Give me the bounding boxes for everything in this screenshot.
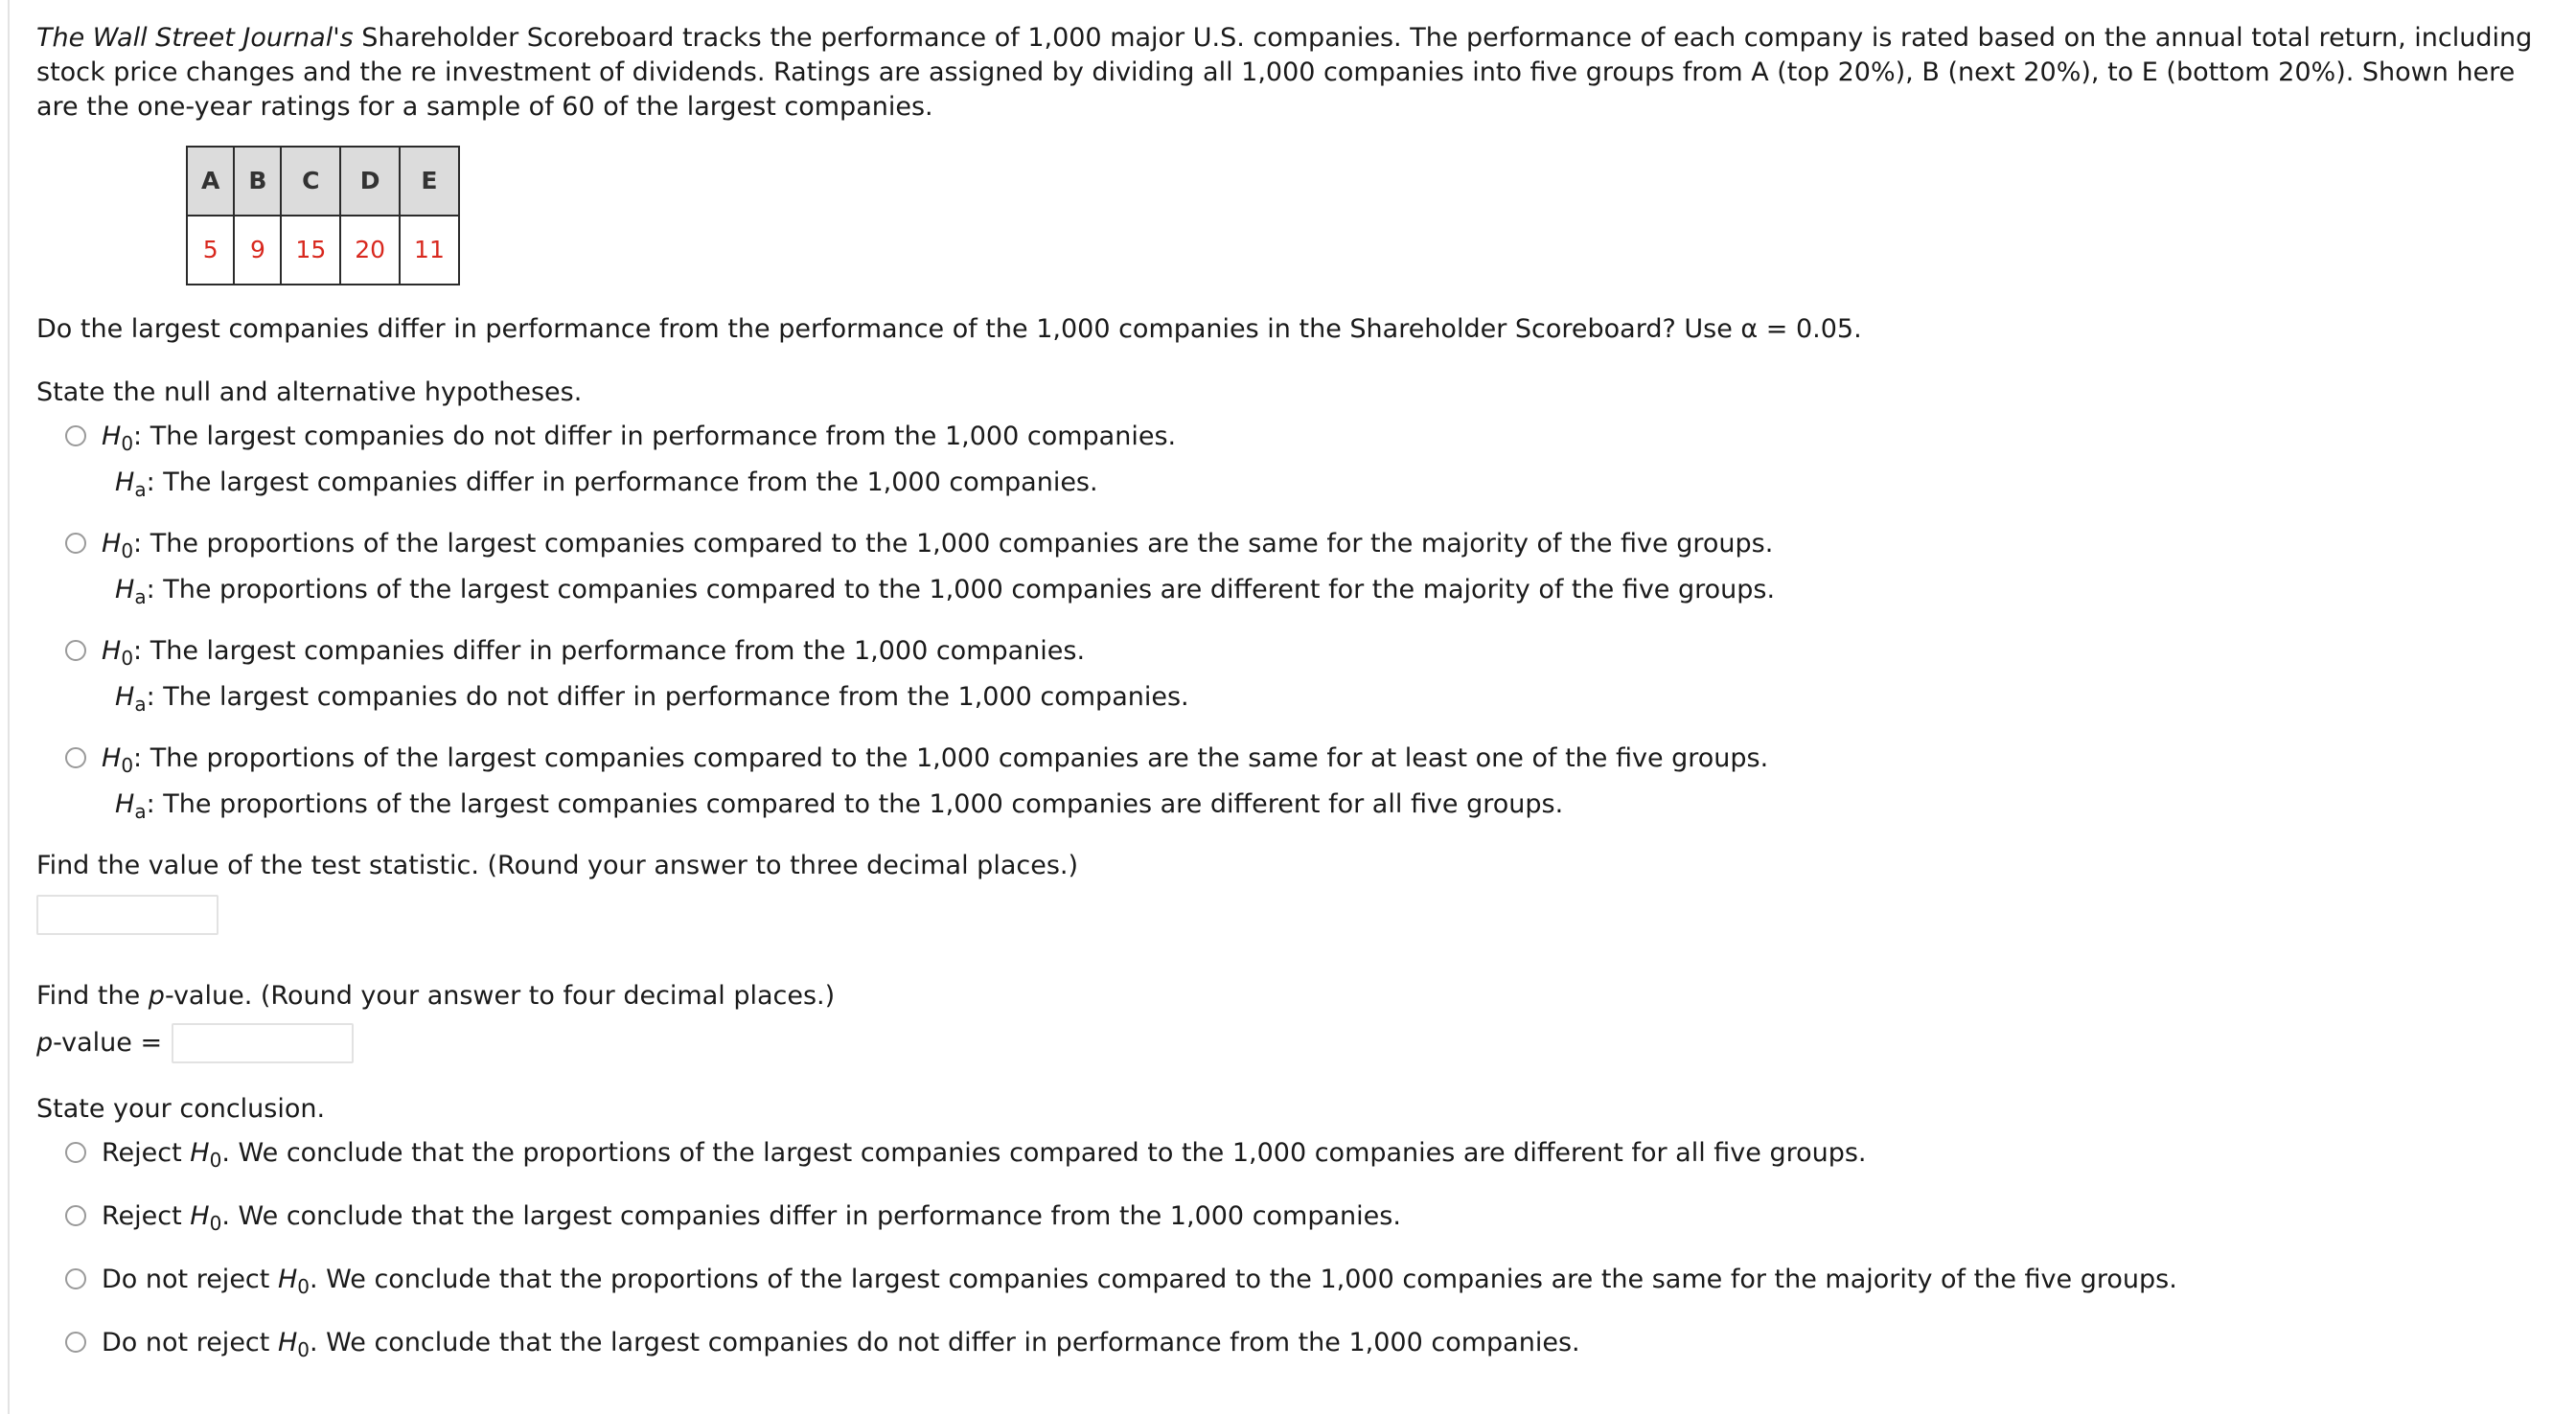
- conclusion-radio-4[interactable]: [65, 1332, 86, 1353]
- left-border: [8, 0, 10, 1414]
- conclusion-options: [65, 1136, 2547, 1378]
- intro-title: The Wall Street Journal's: [36, 23, 354, 53]
- rating-value-d: 20: [340, 216, 400, 285]
- null-subscript: 0: [297, 1338, 310, 1361]
- hypothesis-alt-3: : The largest companies do not differ in performance from the 1,000 companies.: [146, 682, 1189, 712]
- pvalue-prompt: [36, 979, 2547, 1014]
- pvalue-prompt-post: -value. (Round your answer to four decimal places.): [164, 981, 836, 1011]
- intro-text: Shareholder Scoreboard tracks the performance of 1,000 major U.S. companies. The performance of each company is rated based on the annual total return, including stock price changes and the re investment of dividends. Ratings are assigned by dividing all 1,000 companies into five groups from A (top 20%), B (next 20%), to E (bottom 20%). Shown here are the one-year ratings for a sample of 60 of the largest companies.: [36, 23, 2533, 122]
- conclusion-post-1: . We conclude that the proportions of the largest companies compared to the 1,000 companies are different for all five groups.: [221, 1138, 1867, 1168]
- null-subscript: 0: [297, 1275, 310, 1298]
- test-statistic-input[interactable]: [36, 895, 218, 935]
- conclusion-text-1: [102, 1136, 1867, 1171]
- null-subscript: 0: [209, 1149, 222, 1172]
- conclusion-pre-3: Do not reject: [102, 1265, 278, 1294]
- conclusion-post-4: . We conclude that the largest companies do not differ in performance from the 1,000 companies.: [309, 1328, 1580, 1357]
- h-letter: H: [277, 1265, 298, 1294]
- null-subscript: 0: [121, 539, 134, 562]
- hypothesis-option-1[interactable]: [65, 420, 2547, 512]
- h-letter: H: [190, 1138, 210, 1168]
- h-letter: H: [115, 789, 135, 819]
- conclusion-pre-1: Reject: [102, 1138, 191, 1168]
- hypothesis-null-1: : The largest companies do not differ in performance from the 1,000 companies.: [133, 422, 1177, 451]
- hypothesis-null-3: : The largest companies differ in performance from the 1,000 companies.: [133, 636, 1086, 666]
- pvalue-prompt-pre: Find the: [36, 981, 149, 1011]
- hypothesis-radio-2[interactable]: [65, 533, 86, 554]
- conclusion-post-2: . We conclude that the largest companies differ in performance from the 1,000 companies.: [221, 1201, 1401, 1231]
- rating-value-b: 9: [234, 216, 281, 285]
- conclusion-option-1[interactable]: [65, 1136, 2547, 1188]
- conclusion-radio-3[interactable]: [65, 1268, 86, 1289]
- rating-header-a: A: [187, 147, 234, 216]
- hypothesis-text-1: [102, 420, 1176, 512]
- rating-header-e: E: [400, 147, 459, 216]
- hypothesis-alt-4: : The proportions of the largest companies compared to the 1,000 companies are different for all five groups.: [146, 789, 1564, 819]
- hypothesis-option-4[interactable]: [65, 741, 2547, 833]
- conclusion-option-4[interactable]: [65, 1326, 2547, 1378]
- alt-subscript: a: [134, 585, 147, 608]
- hypothesis-option-3[interactable]: [65, 634, 2547, 726]
- test-statistic-wrap: [36, 895, 2547, 939]
- conclusion-post-3: . We conclude that the proportions of the largest companies compared to the 1,000 companies are the same for the majority of the five groups.: [309, 1265, 2177, 1294]
- alt-subscript: a: [134, 693, 147, 716]
- null-subscript: 0: [121, 754, 134, 777]
- null-subscript: 0: [121, 647, 134, 670]
- hypothesis-null-4: : The proportions of the largest companies compared to the 1,000 companies are the same for at least one of the five groups.: [133, 743, 1769, 773]
- h-letter: H: [115, 575, 135, 604]
- hypothesis-alt-1: : The largest companies differ in performance from the 1,000 companies.: [146, 468, 1098, 497]
- main-question: Do the largest companies differ in performance from the performance of the 1,000 companies in the Shareholder Scoreboard? Use α = 0.05.: [36, 314, 1862, 344]
- conclusion-radio-1[interactable]: [65, 1142, 86, 1163]
- conclusion-pre-4: Do not reject: [102, 1328, 278, 1357]
- pvalue-row: [36, 1023, 2547, 1063]
- rating-header-d: D: [340, 147, 400, 216]
- question-content: [36, 21, 2547, 1378]
- conclusion-option-3[interactable]: [65, 1263, 2547, 1314]
- h-letter: H: [102, 529, 122, 559]
- h-letter: H: [190, 1201, 210, 1231]
- h-letter: H: [277, 1328, 298, 1357]
- hypothesis-text-2: [102, 527, 1775, 619]
- conclusion-prompt: State your conclusion.: [36, 1094, 326, 1124]
- hypotheses-prompt: State the null and alternative hypotheses.: [36, 377, 583, 407]
- ratings-header-row: [187, 147, 459, 216]
- hypothesis-text-3: [102, 634, 1189, 726]
- ratings-value-row: [187, 216, 459, 285]
- rating-value-e: 11: [400, 216, 459, 285]
- pvalue-label-p: p: [36, 1028, 54, 1058]
- hypotheses-options: [65, 420, 2547, 833]
- ratings-table: [186, 146, 460, 285]
- hypothesis-null-2: : The proportions of the largest companies compared to the 1,000 companies are the same for the majority of the five groups.: [133, 529, 1774, 559]
- h-letter: H: [102, 422, 122, 451]
- h-letter: H: [102, 636, 122, 666]
- hypothesis-option-2[interactable]: [65, 527, 2547, 619]
- intro-paragraph: [36, 21, 2547, 125]
- conclusion-radio-2[interactable]: [65, 1205, 86, 1226]
- h-letter: H: [115, 682, 135, 712]
- conclusion-option-2[interactable]: [65, 1199, 2547, 1251]
- hypothesis-radio-3[interactable]: [65, 640, 86, 661]
- alt-subscript: a: [134, 478, 147, 501]
- alt-subscript: a: [134, 800, 147, 823]
- conclusion-pre-2: Reject: [102, 1201, 191, 1231]
- conclusion-text-4: [102, 1326, 1580, 1360]
- rating-header-c: C: [281, 147, 340, 216]
- h-letter: H: [102, 743, 122, 773]
- h-letter: H: [115, 468, 135, 497]
- rating-value-a: 5: [187, 216, 234, 285]
- rating-value-c: 15: [281, 216, 340, 285]
- conclusion-text-3: [102, 1263, 2177, 1297]
- rating-header-b: B: [234, 147, 281, 216]
- hypothesis-alt-2: : The proportions of the largest companies compared to the 1,000 companies are different for the majority of the five groups.: [146, 575, 1776, 604]
- pvalue-input[interactable]: [172, 1023, 354, 1063]
- test-statistic-prompt: Find the value of the test statistic. (Round your answer to three decimal places.): [36, 851, 1079, 880]
- hypothesis-radio-4[interactable]: [65, 747, 86, 768]
- null-subscript: 0: [209, 1212, 222, 1235]
- null-subscript: 0: [121, 432, 134, 455]
- conclusion-text-2: [102, 1199, 1401, 1234]
- hypothesis-text-4: [102, 741, 1768, 833]
- pvalue-prompt-p: p: [148, 981, 165, 1011]
- pvalue-label: -value =: [53, 1028, 163, 1058]
- hypothesis-radio-1[interactable]: [65, 425, 86, 446]
